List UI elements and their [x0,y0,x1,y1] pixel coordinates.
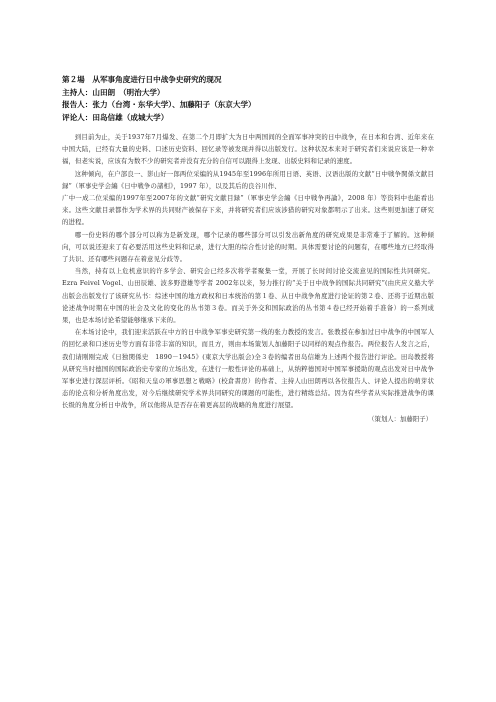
commentator-line: 评论人：田岛信雄（成城大学） [62,112,169,122]
body-text [62,131,434,425]
paragraph: 当然，持有以上危机意识的许多学会、研究会已经多次将学者聚集一堂，开展了长时间讨论交流意见的国际性共同研究。Ezra Feivel Vogel、山田辰雄、波多野澄雄等学者 2002年以来，努力推行的“关于日中战争的国际共同研究”(由庆应义塾大学出版会出版发行了该研究丛书：综述中国的地方政权和日本统治的第１卷、从日中战争角度进行论证的第２卷、还将于近期出版论述战争时期在中国的社会及文化的变化的丛书第３卷。而关于外交和国际政治的丛书第４卷已经开始着手准备）的一系列成果，也是本场讨论希望能够继承下来的。 [62,267,434,325]
session-title: 第２場 从军事角度进行日中战争史研究的现况 [62,75,222,84]
paragraph: 哪一份史料的哪个部分可以称为是新发现，哪个记录的哪些部分可以引发出新角度的研究成果是非常难于了解的。这种倾向，可以说还迎来了有必要活用这些史料和记录，进行大胆的综合性讨论的时期。具体需要讨论的问题有，在哪些地方已经取得了共识、还有哪些问题存在着意见分歧等。 [62,230,434,264]
paragraph: 广中一成二位采编的1997年至2007年的文献“研究文献目録”（軍事史学会編《日中戦争再論》，2008 年）等资料中也能看出来。这些文献目录都作为学术界的共同财产被保存下来，并将研究者们应该涉猎的研究对象都明示了出来。这些则更加速了研究的进程。 [62,194,434,227]
planner-signature: （策划人：加藤阳子） [368,414,432,423]
moderator-line: 主持人：山田朗 （明治大学） [62,87,165,97]
document-page [62,74,434,425]
reporters-line: 报告人：张力（台湾・东华大学）、加藤阳子（东京大学） [62,100,256,109]
paragraph: 这种倾向，在户部良一、影山好一郎两位采编的从1945年至1996年所用日语、英语、汉语出版的文献“日中戦争関係文献目録”（軍事史学会編《日中戦争の諸相》，1997 年），以及其后的良谷川作、 [62,169,434,190]
paragraph: 到目前为止，关于1937年7月爆发、在第二个月即扩大为日中两国间的全面军事冲突的日中战争，在日本和台湾、近年来在中国大陆，已经有大量的史料、口述历史资料、回忆录等被发现并得以出版发行。这种状况本来对于研究者们来说应该是一种幸福，但老实说，应该有为数不少的研究者并没有充分的自信可以跟得上发现、出版史料和记录的速度。 [62,133,434,166]
paragraph: 在本场讨论中，我们迎来活跃在中方的日中战争军事史研究第一线的张力教授的发言。张教授在参加过日中战争的中国军人的回忆录和口述历史等方面有非常丰富的知识，而且方，则由本场策划人加藤阳子以同样的观点作报告。两位报告人发言之后，我们请刚刚完成《日独関係史 1890－1945》(東京大学出版会)全３卷的编者田岛信雄为上述两个报告进行评论。田岛教授将从研究当时德国的国际政治史专家的立场出发，在进行一般性评论的基础上，从纳粹德国对中国军事援助的观点出发对日中战争军事史进行深层评析。《昭和天皇の軍事思想と戦略》(校倉書房）的作者、主持人山田朗再以各位报告人、评论人提出的萌芽状态的论点和分析角度出发，对今后继续研究学术界共同研究的课题的可能性，进行精练总结。因为有些学者从实际推进战争的课长级的角度分析日中战争，所以他将从是否存在着更高层的战略的角度进行展望。 [62,328,434,410]
